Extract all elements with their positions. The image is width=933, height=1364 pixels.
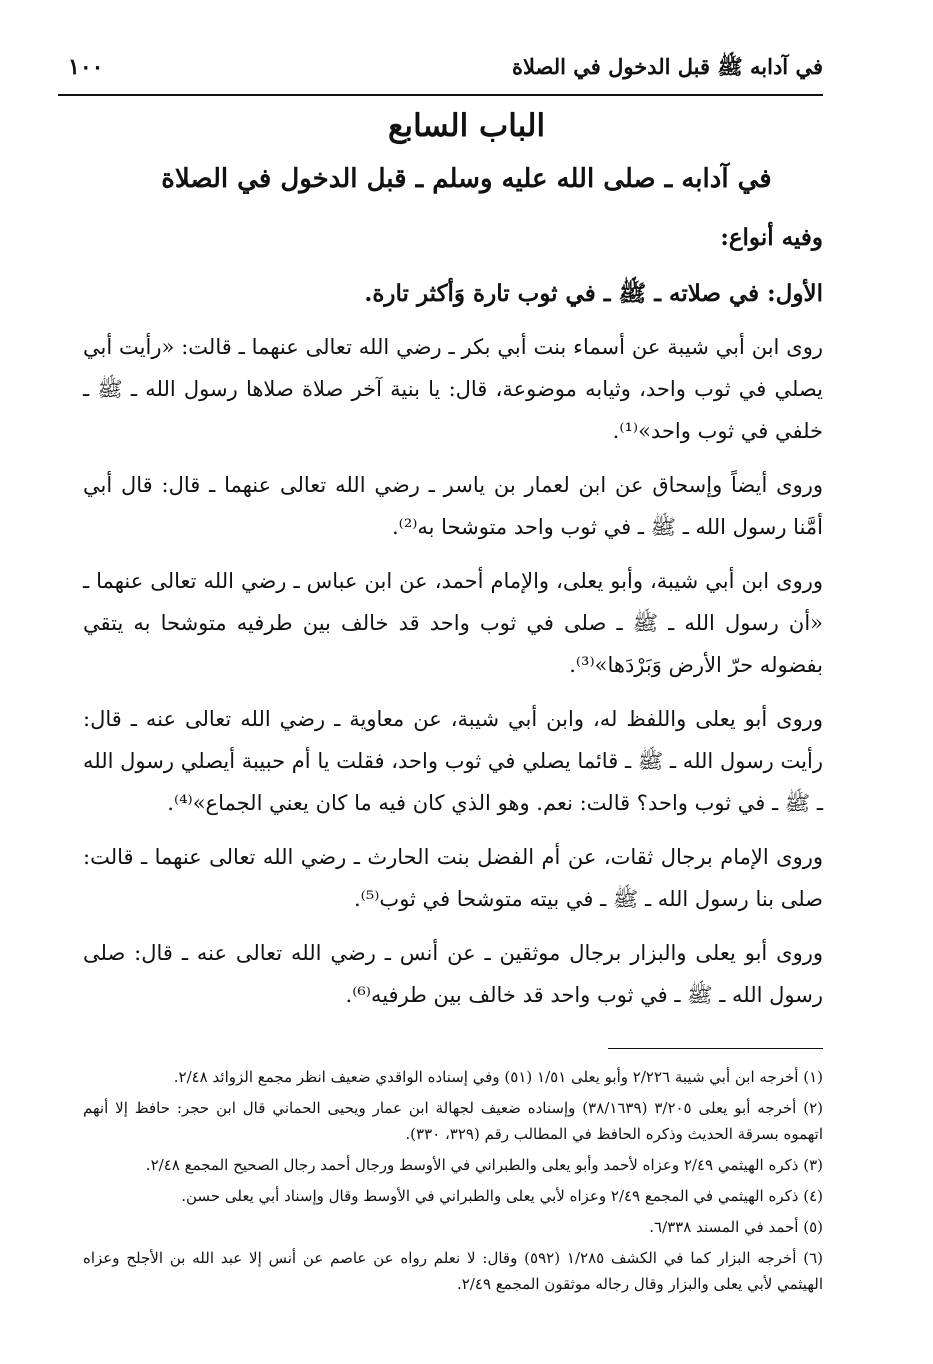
chapter-title: الباب السابع xyxy=(387,108,546,144)
footnote: (٤) ذكره الهيثمي في المجمع ٢/٤٩ وعزاه لأبي يعلى والطبراني في الأوسط وقال وإسناد أبي يعلى حسن. xyxy=(181,1187,823,1205)
footnotes xyxy=(83,1064,823,1302)
chapter-subtitle: في آدابه ـ صلى الله عليه وسلم ـ قبل الدخول في الصلاة xyxy=(161,164,772,194)
paragraph: روى ابن أبي شيبة عن أسماء بنت أبي بكر ـ رضي الله تعالى عنهما ـ قالت: «رأيت أبي يصلي في ثوب واحد، وثيابه موضوعة، قال: يا بنية آخر صلاة صلاها رسول الله ـ ﷺ ـ خلفي في ثوب واحد»⁽¹⁾. xyxy=(83,335,823,443)
paragraph: وروى ابن أبي شيبة، وأبو يعلى، والإمام أحمد، عن ابن عباس ـ رضي الله تعالى عنهما ـ «أن رسول الله ـ ﷺ ـ صلى في ثوب واحد قد خالف بين طرفيه متوشحا به يتقي بفضوله حرّ الأرض وَبَرْدَها»⁽³⁾. xyxy=(83,569,823,677)
paragraph: وروى أبو يعلى واللفظ له، وابن أبي شيبة، عن معاوية ـ رضي الله تعالى عنه ـ قال: رأيت رسول الله ـ ﷺ ـ قائما يصلي في ثوب واحد، فقلت يا أم حبيبة أيصلي رسول الله ـ ﷺ ـ في ثوب واحد؟ قالت: نعم. وهو الذي كان فيه ما كان يعني الجماع»⁽⁴⁾. xyxy=(83,707,823,815)
footnote: (٣) ذكره الهيثمي ٢/٤٩ وعزاه لأحمد وأبو يعلى والطبراني في الأوسط ورجال أحمد رجال الصحيح المجمع ٢/٤٨. xyxy=(145,1156,823,1174)
paragraph: وروى الإمام برجال ثقات، عن أم الفضل بنت الحارث ـ رضي الله تعالى عنهما ـ قالت: صلى بنا رسول الله ـ ﷺ ـ في بيته متوشحا في ثوب⁽⁵⁾. xyxy=(83,845,823,911)
body-text xyxy=(83,326,823,1028)
footnote: (٢) أخرجه أبو يعلى ٣/٢٠٥ (٣٨/١٦٣٩) وإسناده ضعيف لجهالة ابن عمار ويحيى الحماني قال ابن حجر: حافظ إلا أنهم اتهموه بسرقة الحديث وذكره الحافظ في المطالب رقم (٣٢٩، ٣٣٠). xyxy=(83,1099,823,1143)
running-header xyxy=(58,48,823,96)
footnote-divider xyxy=(608,1048,823,1049)
footnote: (٥) أحمد في المسند ٦/٣٣٨. xyxy=(649,1218,823,1236)
paragraph: وروى أبو يعلى والبزار برجال موثقين ـ عن أنس ـ رضي الله تعالى عنه ـ قال: صلى رسول الله ـ ﷺ ـ في ثوب واحد قد خالف بين طرفيه⁽⁶⁾. xyxy=(83,941,823,1007)
types-label: وفيه أنواع: xyxy=(720,224,823,251)
section-heading: الأول: في صلاته ـ ﷺ ـ في ثوب تارة وَأكثر تارة. xyxy=(364,280,823,307)
running-title: في آدابه ﷺ قبل الدخول في الصلاة xyxy=(511,54,823,79)
page-number: ١٠٠ xyxy=(68,54,104,80)
footnote: (٦) أخرجه البزار كما في الكشف ١/٢٨٥ (٥٩٢) وقال: لا نعلم رواه عن عاصم عن أنس إلا عبد الله بن الأجلح وعزاه الهيثمي لأبي يعلى والبزار وقال رجاله موثقون المجمع ٢/٤٩. xyxy=(83,1249,823,1293)
footnote: (١) أخرجه ابن أبي شيبة ٢/٢٢٦ وأبو يعلى ١/٥١ (٥١) وفي إسناده الواقدي ضعيف انظر مجمع الزوائد ٢/٤٨. xyxy=(173,1068,823,1086)
paragraph: وروى أيضاً وإسحاق عن ابن لعمار بن ياسر ـ رضي الله تعالى عنهما ـ قال: قال أبي أمَّنا رسول الله ـ ﷺ ـ في ثوب واحد متوشحا به⁽²⁾. xyxy=(83,473,823,539)
